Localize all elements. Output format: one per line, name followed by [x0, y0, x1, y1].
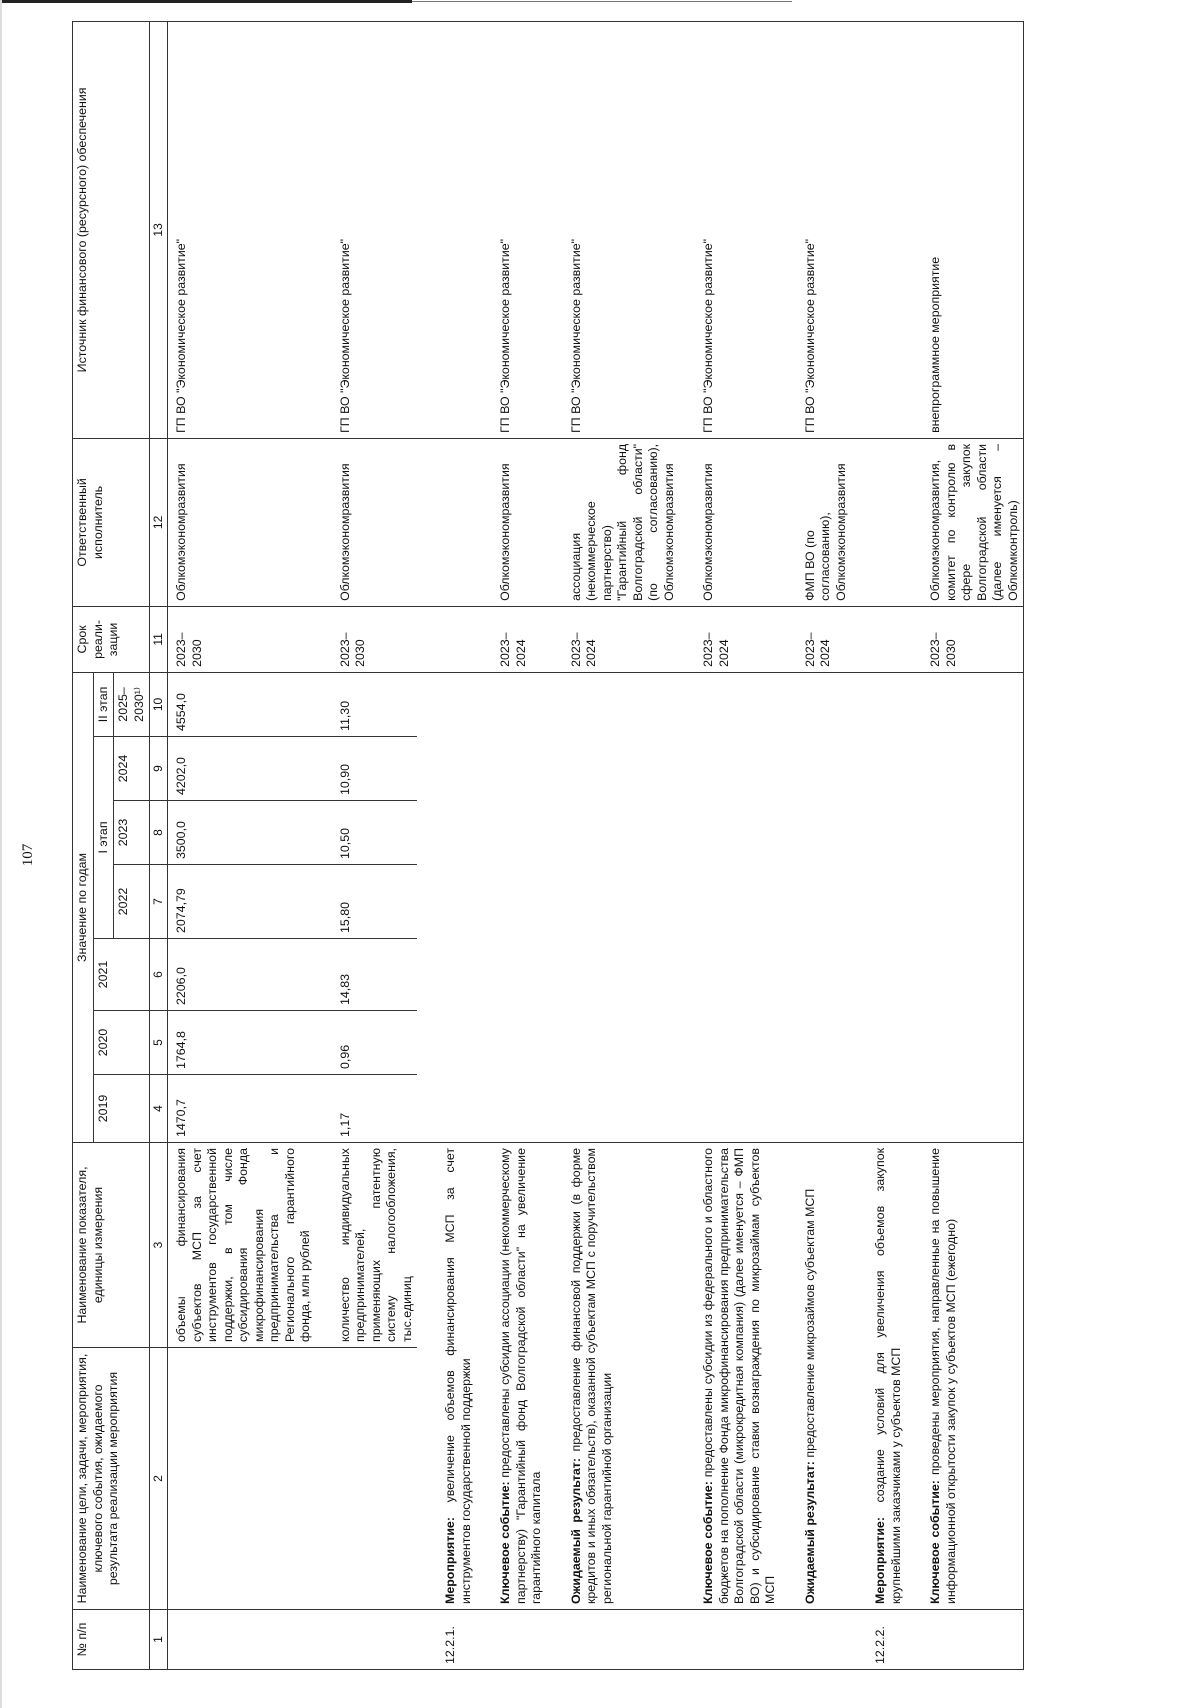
row-name-cell: [417, 1143, 476, 1610]
row-executor: Облкомэкономразвития: [168, 438, 316, 606]
row-label: Ключевое событие:: [498, 1481, 512, 1604]
row-source: ГП ВО "Экономическое развитие": [781, 21, 852, 438]
header-stage-1: I этап: [93, 737, 114, 939]
scan-top-border: [2, 0, 412, 3]
value-2025-2030: 11,30: [316, 672, 418, 736]
value-2019: 1470,7: [168, 1075, 316, 1143]
colnum-4: 4: [150, 1075, 168, 1143]
colnum-2: 2: [150, 1348, 168, 1610]
header-stage-2: II этап: [93, 672, 114, 736]
colnum-9: 9: [150, 737, 168, 801]
rotated-page: [20, 10, 1180, 1700]
row-empty-values: [906, 672, 1024, 1142]
row-term: 2023–2030: [316, 606, 418, 672]
header-year-2023: 2023: [114, 801, 150, 865]
row-name-cell: [906, 1143, 1024, 1610]
table-row: [679, 21, 781, 1669]
page-number: 107: [20, 843, 36, 867]
row-executor: Облкомэкономразвития: [476, 438, 547, 606]
header-name: Наименование цели, задачи, мероприятия, ключевого события, ожидаемого результата реализации мероприятия: [73, 1348, 150, 1610]
header-number: № п/п: [73, 1610, 150, 1670]
row-name: предоставление финансовой поддержки (в форме кредитов и иных обязательств), оказанной субъектам МСП с поручительством региональной гарантийной организации: [568, 1148, 614, 1604]
row-empty-values: [781, 672, 852, 1142]
row-term: 2023–2024: [476, 606, 547, 672]
table-row: [781, 21, 852, 1669]
row-name: предоставление микрозаймов субъектам МСП: [802, 1188, 817, 1458]
scan-edge-line: [0, 0, 2, 1708]
row-term: 2023–2030: [168, 606, 316, 672]
row-empty-values: [679, 672, 781, 1142]
row-name: [168, 1348, 316, 1610]
colnum-6: 6: [150, 939, 168, 1011]
header-year-2019: 2019: [93, 1075, 150, 1143]
row-source: ГП ВО "Экономическое развитие": [168, 21, 316, 438]
colnum-10: 10: [150, 672, 168, 736]
row-name-cell: [679, 1143, 781, 1610]
value-2021: 14,83: [316, 939, 418, 1011]
row-executor: ФМП ВО (по согласованию), Облкомэкономразвития: [781, 438, 852, 606]
value-2025-2030: 4554,0: [168, 672, 316, 736]
value-2021: 2206,0: [168, 939, 316, 1011]
row-empty-values: [547, 672, 680, 1142]
header-term: Срок реали-зации: [73, 606, 150, 672]
row-number: 12.2.1.: [417, 1610, 476, 1670]
row-executor: [417, 438, 476, 606]
table-row: [316, 21, 418, 1669]
value-2024: 4202,0: [168, 737, 316, 801]
row-label: Ключевое событие:: [701, 1481, 715, 1604]
row-label: Ожидаемый результат:: [568, 1458, 583, 1604]
row-name-cell: [851, 1143, 906, 1610]
row-term: [417, 606, 476, 672]
table-row: [851, 21, 906, 1669]
row-term: 2023–2030: [906, 606, 1024, 672]
row-term: 2023–2024: [679, 606, 781, 672]
header-year-2021: 2021: [93, 939, 150, 1011]
header-source: Источник финансового (ресурсного) обеспечения: [73, 21, 150, 438]
table-row: [476, 21, 547, 1669]
table-row: [417, 21, 476, 1669]
colnum-12: 12: [150, 438, 168, 606]
value-2020: 0,96: [316, 1011, 418, 1075]
row-empty-values: [476, 672, 547, 1142]
value-2019: 1,17: [316, 1075, 418, 1143]
colnum-1: 1: [150, 1610, 168, 1670]
row-source: ГП ВО "Экономическое развитие": [547, 21, 680, 438]
row-indicator: объемы финансирования субъектов МСП за счет инструментов государственной поддержки, в том числе субсидирования Фонда микрофинансирования предпринимательства и Регионального гарантийного фонда, млн рублей: [168, 1143, 316, 1348]
row-name: проведены мероприятия, направленные на повышение информационной открытости закупок у субъектов МСП (ежегодно): [928, 1148, 958, 1604]
colnum-8: 8: [150, 801, 168, 865]
row-source: [851, 21, 906, 438]
row-source: [417, 21, 476, 438]
row-name: увеличение объемов финансирования МСП за счет инструментов государственной поддержки: [443, 1148, 473, 1604]
row-empty-values: [851, 672, 906, 1142]
value-2022: 15,80: [316, 865, 418, 939]
row-executor: [851, 438, 906, 606]
row-name-cell: [781, 1143, 852, 1610]
row-term: [851, 606, 906, 672]
value-2023: 3500,0: [168, 801, 316, 865]
table-row: [168, 21, 316, 1669]
row-number: [476, 1610, 547, 1670]
row-number: [906, 1610, 1024, 1670]
row-executor: ассоциация (некоммерческое партнерство) "Гарантийный фонд Волгоградской области" (по согласованию), Облкомэкономразвития: [547, 438, 680, 606]
colnum-3: 3: [150, 1143, 168, 1348]
value-2023: 10,50: [316, 801, 418, 865]
row-indicator: количество индивидуальных предпринимателей, применяющих патентную систему налогообложения, тыс.единиц: [316, 1143, 418, 1348]
value-2024: 10,90: [316, 737, 418, 801]
row-number: [781, 1610, 852, 1670]
row-executor: Облкомэкономразвития: [316, 438, 418, 606]
row-executor: Облкомэкономразвития: [679, 438, 781, 606]
row-name: [316, 1348, 418, 1610]
value-2022: 2074,79: [168, 865, 316, 939]
row-number: 12.2.2.: [851, 1610, 906, 1670]
colnum-5: 5: [150, 1011, 168, 1075]
header-year-2020: 2020: [93, 1011, 150, 1075]
row-label: Мероприятие:: [443, 1517, 457, 1604]
colnum-7: 7: [150, 865, 168, 939]
row-name-cell: [476, 1143, 547, 1610]
row-source: внепрограммное мероприятие: [906, 21, 1024, 438]
table-row: [906, 21, 1024, 1669]
table-row: [547, 21, 680, 1669]
row-name: предоставлены субсидии ассоциации (некоммерческому партнерству) "Гарантийный фонд Волгоградской области" на увеличение гарантийного капитала: [498, 1147, 543, 1604]
row-source: ГП ВО "Экономическое развитие": [476, 21, 547, 438]
row-name: создание условий для увеличения объемов закупок крупнейшими заказчиками у субъектов МСП: [873, 1147, 903, 1604]
row-term: 2023–2024: [781, 606, 852, 672]
row-source: ГП ВО "Экономическое развитие": [316, 21, 418, 438]
row-executor: Облкомэкономразвития, комитет по контролю в сфере закупок Волгоградской области (далее именуется – Облкомконтроль): [906, 438, 1024, 606]
header-values-by-year: Значение по годам: [73, 672, 94, 1142]
scan-top-border-thin: [412, 1, 792, 2]
row-label: Ожидаемый результат:: [802, 1461, 817, 1604]
colnum-11: 11: [150, 606, 168, 672]
header-year-2024: 2024: [114, 737, 150, 801]
row-empty-values: [417, 672, 476, 1142]
header-indicator: Наименование показателя, единицы измерения: [73, 1143, 150, 1348]
row-number: [168, 1610, 316, 1670]
header-executor: Ответственный исполнитель: [73, 438, 150, 606]
header-year-2025-2030: 2025–2030¹⁾: [114, 672, 150, 736]
row-label: Ключевое событие:: [928, 1480, 942, 1604]
row-number: [316, 1610, 418, 1670]
row-number: [547, 1610, 680, 1670]
colnum-13: 13: [150, 21, 168, 438]
row-term: 2023–2024: [547, 606, 680, 672]
row-number: [679, 1610, 781, 1670]
header-year-2022: 2022: [114, 865, 150, 939]
row-source: ГП ВО "Экономическое развитие": [679, 21, 781, 438]
row-label: Мероприятие:: [873, 1517, 887, 1604]
row-name-cell: [547, 1143, 680, 1610]
measures-table: [72, 21, 1024, 1670]
value-2020: 1764,8: [168, 1011, 316, 1075]
row-name: предоставлены субсидии из федерального и областного бюджетов на пополнение Фонда микрофинансирования предпринимательства Волгоградской области (микрокредитная компания) (далее именуется – ФМП ВО) и субсидирование ставки вознаграждения по микрозаймам субъектов МСП: [701, 1148, 777, 1604]
